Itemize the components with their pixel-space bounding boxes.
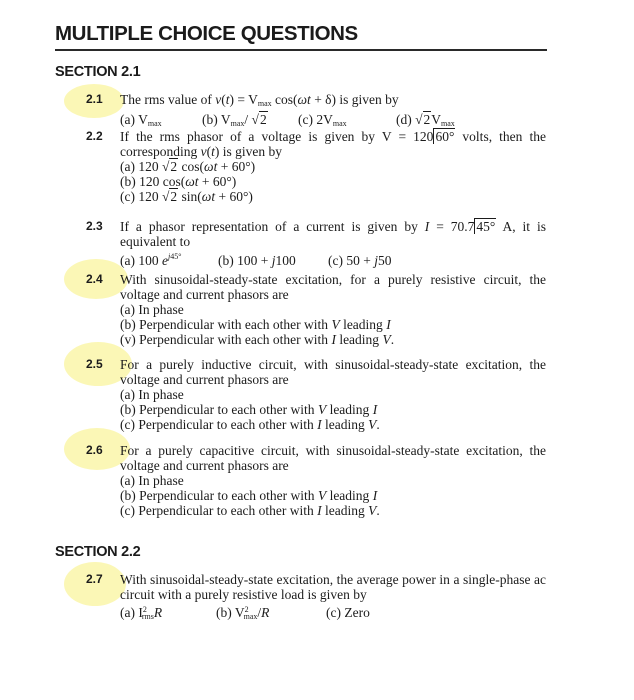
option-c[interactable]: (c) 120 √2 sin(ωt + 60°): [120, 189, 253, 204]
option-a[interactable]: (a) 120 √2 cos(ωt + 60°): [120, 159, 256, 174]
question-text: For a purely inductive circuit, with sinusoidal-steady-state excitation, the voltage and current phasors are: [120, 357, 546, 387]
option-b[interactable]: (b) $V_{max}/$ √2: [202, 112, 267, 128]
option-c[interactable]: (c) 50 + j50: [328, 253, 392, 268]
question-number: 2.3: [86, 219, 103, 233]
option-a[interactable]: (a) $I^2_{rms}R$: [120, 605, 163, 621]
question-2-7: [86, 572, 546, 624]
question-2-1: [86, 92, 546, 131]
option-a[interactable]: (a) $V_{max}$: [120, 112, 162, 128]
options-row: [120, 111, 546, 131]
option-a[interactable]: (a) In phase: [120, 473, 184, 488]
page-title: MULTIPLE CHOICE QUESTIONS: [55, 22, 547, 51]
question-text: The rms value of $v(t) = V_{max}$ cos(ωt + δ) is given by: [120, 92, 399, 108]
section-heading-2-1: SECTION 2.1: [55, 64, 141, 80]
option-b[interactable]: (b) Perpendicular to each other with V leading I: [120, 488, 378, 503]
question-text: With sinusoidal-steady-state excitation, for a purely resistive circuit, the voltage and current phasors are: [120, 272, 546, 302]
question-text: If the rms phasor of a voltage is given by V = 120 60° volts, then the corresponding v(t) is given by: [120, 129, 546, 159]
section-heading-2-2: SECTION 2.2: [55, 544, 141, 560]
question-2-6: [86, 443, 546, 518]
option-b[interactable]: (b) Perpendicular with each other with V leading I: [120, 317, 391, 332]
question-2-2: [86, 129, 546, 204]
options-row: [120, 602, 546, 624]
option-a[interactable]: (a) In phase: [120, 387, 184, 402]
option-c[interactable]: (c) Perpendicular to each other with I leading V.: [120, 503, 380, 518]
option-a[interactable]: (a) 100 $e^{j45^\circ}$: [120, 252, 182, 268]
option-d[interactable]: (d) $√2V_{max}$: [396, 112, 455, 128]
question-number: 2.1: [86, 92, 103, 106]
question-number: 2.7: [86, 572, 103, 586]
options-row: [120, 249, 546, 268]
option-c[interactable]: (c) Zero: [326, 605, 370, 620]
question-number: 2.4: [86, 272, 103, 286]
question-text: With sinusoidal-steady-state excitation, the average power in a single-phase ac circuit with a purely resistive load is given by: [120, 572, 546, 602]
question-2-3: [86, 219, 546, 268]
question-text: If a phasor representation of a current is given by I = 70.7 45° A, it is equivalent to: [120, 219, 546, 249]
option-c[interactable]: (c) Perpendicular to each other with I leading V.: [120, 417, 380, 432]
option-c[interactable]: (v) Perpendicular with each other with I leading V.: [120, 332, 395, 347]
question-number: 2.2: [86, 129, 103, 143]
option-b[interactable]: (b) 120 cos(ωt + 60°): [120, 174, 237, 189]
option-b[interactable]: (b) Perpendicular to each other with V leading I: [120, 402, 378, 417]
question-number: 2.6: [86, 443, 103, 457]
question-2-4: [86, 272, 546, 347]
question-2-5: [86, 357, 546, 432]
question-text: For a purely capacitive circuit, with sinusoidal-steady-state excitation, the voltage and current phasors are: [120, 443, 546, 473]
option-b[interactable]: (b) $V^2_{max}/R$: [216, 605, 270, 621]
option-c[interactable]: (c) $2V_{max}$: [298, 112, 347, 128]
option-a[interactable]: (a) In phase: [120, 302, 184, 317]
option-b[interactable]: (b) 100 + j100: [218, 253, 296, 268]
question-number: 2.5: [86, 357, 103, 371]
